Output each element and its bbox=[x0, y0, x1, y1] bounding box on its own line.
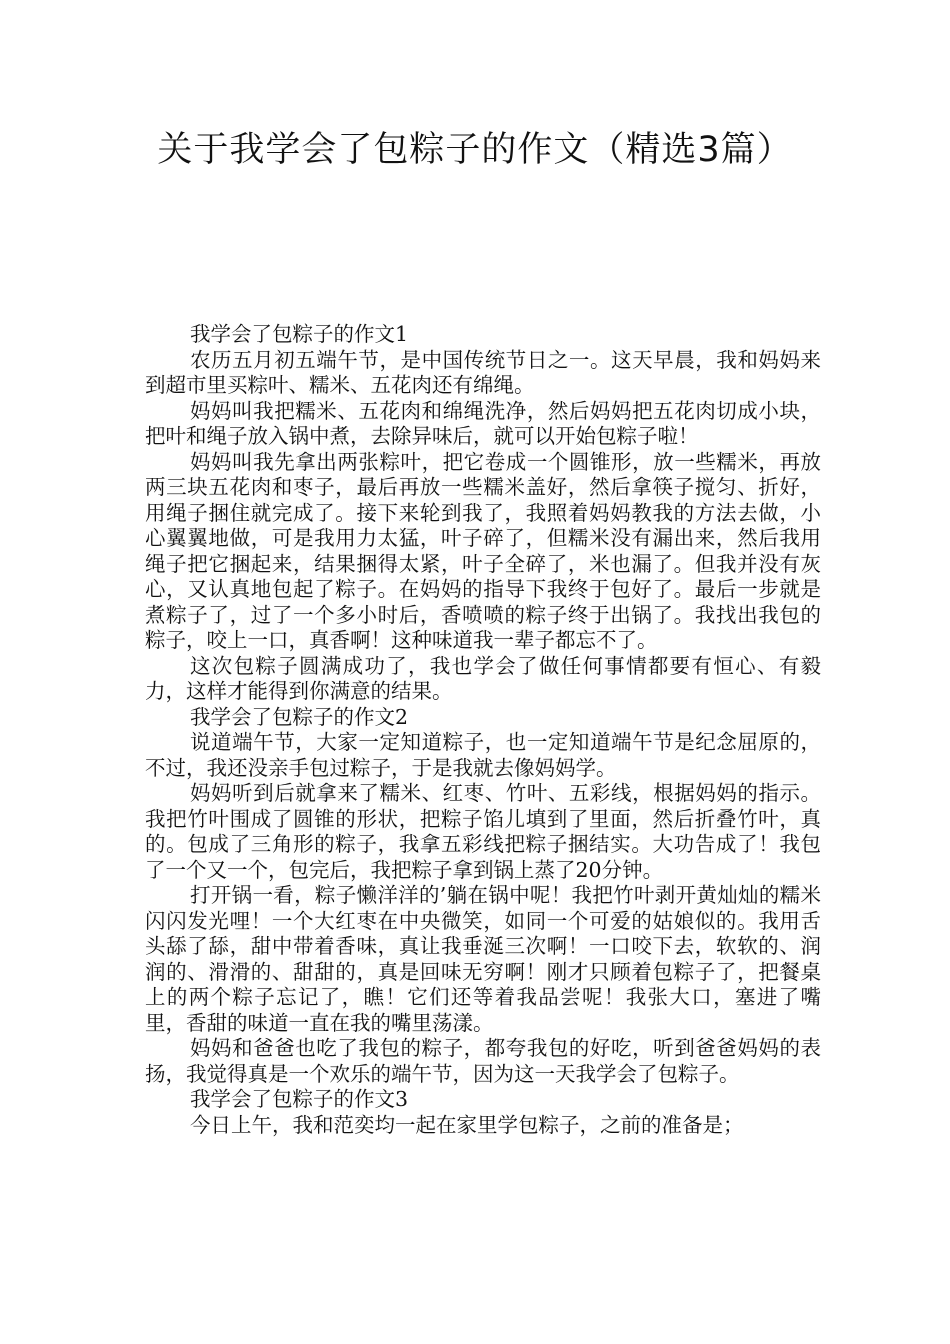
paragraph: 妈妈叫我把糯米、五花肉和绵绳洗净，然后妈妈把五花肉切成小块，把叶和绳子放入锅中煮，去除异味后，就可以开始包粽子啦！ bbox=[145, 398, 821, 448]
paragraph: 打开锅一看，粽子懒洋洋的’躺在锅中呢！我把竹叶剥开黄灿灿的糯米闪闪发光哩！一个大红枣在中央微笑，如同一个可爱的姑娘似的。我用舌头舔了舔，甜中带着香味，真让我垂涎三次啊！一口咬下去，软软的、润润的、滑滑的、甜甜的，真是回味无穷啊！刚才只顾着包粽子了，把餐桌上的两个粽子忘记了，瞧！它们还等着我品尝呢！我张大口，塞进了嘴里，香甜的味道一直在我的嘴里荡漾。 bbox=[145, 883, 821, 1035]
essay-heading-2: 我学会了包粽子的作文2 bbox=[190, 704, 409, 729]
paragraph: 妈妈听到后就拿来了糯米、红枣、竹叶、五彩线，根据妈妈的指示。我把竹叶围成了圆锥的形状，把粽子馅儿填到了里面，然后折叠竹叶，真的。包成了三角形的粽子，我拿五彩线把粽子捆结实。大功告成了！我包了一个又一个，包完后，我把粽子拿到锅上蒸了20分钟。 bbox=[145, 781, 821, 882]
paragraph: 今日上午，我和范奕均一起在家里学包粽子，之前的准备是； bbox=[190, 1112, 744, 1137]
paragraph: 这次包粽子圆满成功了，我也学会了做任何事情都要有恒心、有毅力，这样才能得到你满意的结果。 bbox=[145, 653, 821, 703]
essay-heading-3: 我学会了包粽子的作文3 bbox=[190, 1087, 409, 1111]
essay-heading-1: 我学会了包粽子的作文1 bbox=[190, 322, 409, 346]
paragraph: 农历五月初五端午节，是中国传统节日之一。这天早晨，我和妈妈来到超市里买粽叶、糯米、五花肉还有绵绳。 bbox=[145, 347, 821, 397]
paragraph: 妈妈叫我先拿出两张粽叶，把它卷成一个圆锥形，放一些糯米，再放两三块五花肉和枣子，最后再放一些糯米盖好，然后拿筷子搅匀、折好，用绳子捆住就完成了。接下来轮到我了，我照着妈妈教我的方法去做，小心翼翼地做，可是我用力太猛，叶子碎了，但糯米没有漏出来，然后我用绳子把它捆起来，结果捆得太紧，叶子全碎了，米也漏了。但我并没有灰心，又认真地包起了粽子。在妈妈的指导下我终于包好了。最后一步就是煮粽子了，过了一个多小时后，香喷喷的粽子终于出锅了。我找出我包的粽子，咬上一口，真香啊！这种味道我一辈子都忘不了。 bbox=[145, 449, 821, 652]
paragraph: 妈妈和爸爸也吃了我包的粽子，都夸我包的好吃，听到爸爸妈妈的表扬，我觉得真是一个欢乐的端午节，因为这一天我学会了包粽子。 bbox=[145, 1036, 821, 1086]
document-body bbox=[145, 322, 821, 1138]
document-title: 关于我学会了包粽子的作文（精选3篇） bbox=[157, 130, 793, 170]
paragraph: 说道端午节，大家一定知道粽子，也一定知道端午节是纪念屈原的，不过，我还没亲手包过粽子，于是我就去像妈妈学。 bbox=[145, 730, 821, 780]
